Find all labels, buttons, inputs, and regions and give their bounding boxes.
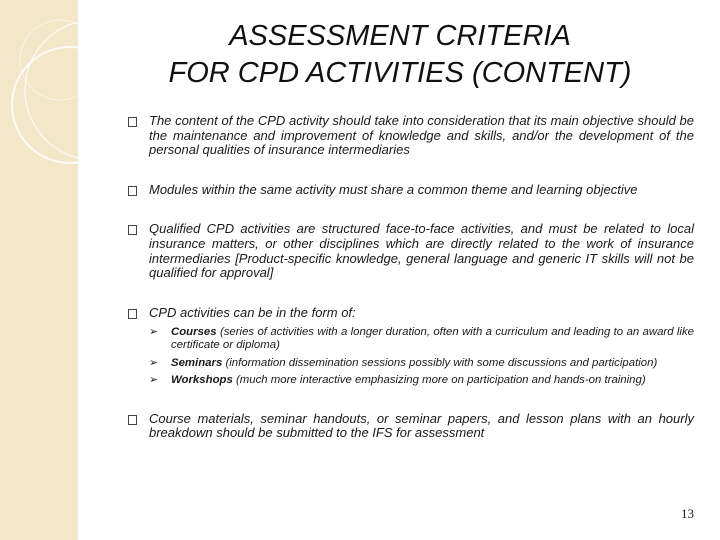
square-bullet-icon	[128, 117, 137, 127]
title-line-2: FOR CPD ACTIVITIES (CONTENT)	[168, 57, 632, 89]
sub-bullet-desc: (series of activities with a longer duration, often with a curriculum and leading to an award like certificate or diploma)	[171, 326, 694, 351]
square-bullet-icon	[128, 225, 137, 235]
bullet-item	[128, 183, 694, 198]
square-bullet-icon	[128, 415, 137, 425]
decorative-sidebar	[0, 0, 78, 540]
bullet-text: Qualified CPD activities are structured face-to-face activities, and must be related to local insurance matters, or other disciplines which are directly related to the work of insurance intermediaries [Product-specific knowledge, general language and generic IT skills will not be qualified for approval]	[149, 221, 694, 281]
square-bullet-icon	[128, 186, 137, 196]
bullet-text: The content of the CPD activity should take into consideration that its main objective should be the maintenance and improvement of knowledge and skills, and/or the development of the personal qualities of insurance intermediaries	[149, 113, 694, 158]
decorative-circles	[0, 0, 78, 540]
bullet-item	[128, 114, 694, 158]
sub-bullet-item	[128, 374, 694, 387]
bullet-list	[128, 114, 694, 441]
title-line-1: ASSESSMENT CRITERIA	[229, 20, 571, 52]
square-bullet-icon	[128, 309, 137, 319]
bullet-text: Course materials, seminar handouts, or seminar papers, and lesson plans with an hourly breakdown should be submitted to the IFS for assessment	[149, 410, 694, 441]
sub-bullet-term: Workshops	[171, 374, 233, 387]
sub-bullet-term: Courses	[171, 326, 217, 339]
arrow-bullet-icon: ➢	[149, 326, 159, 339]
bullet-text: CPD activities can be in the form of:	[149, 304, 356, 320]
bullet-text: Modules within the same activity must share a common theme and learning objective	[149, 181, 638, 197]
sub-bullet-desc: (much more interactive emphasizing more on participation and hands-on training)	[232, 374, 646, 387]
arrow-bullet-icon: ➢	[149, 356, 159, 369]
sub-bullet-item	[128, 326, 694, 351]
slide-title	[100, 18, 700, 92]
bullet-item	[128, 222, 694, 280]
sub-bullet-desc: (information dissemination sessions possibly with some discussions and participation)	[222, 356, 658, 369]
bullet-item	[128, 412, 694, 441]
sub-bullet-term: Seminars	[171, 356, 223, 369]
bullet-item	[128, 306, 694, 321]
page-number: 13	[681, 506, 694, 521]
sub-bullet-item	[128, 357, 694, 370]
arrow-bullet-icon: ➢	[149, 374, 159, 387]
